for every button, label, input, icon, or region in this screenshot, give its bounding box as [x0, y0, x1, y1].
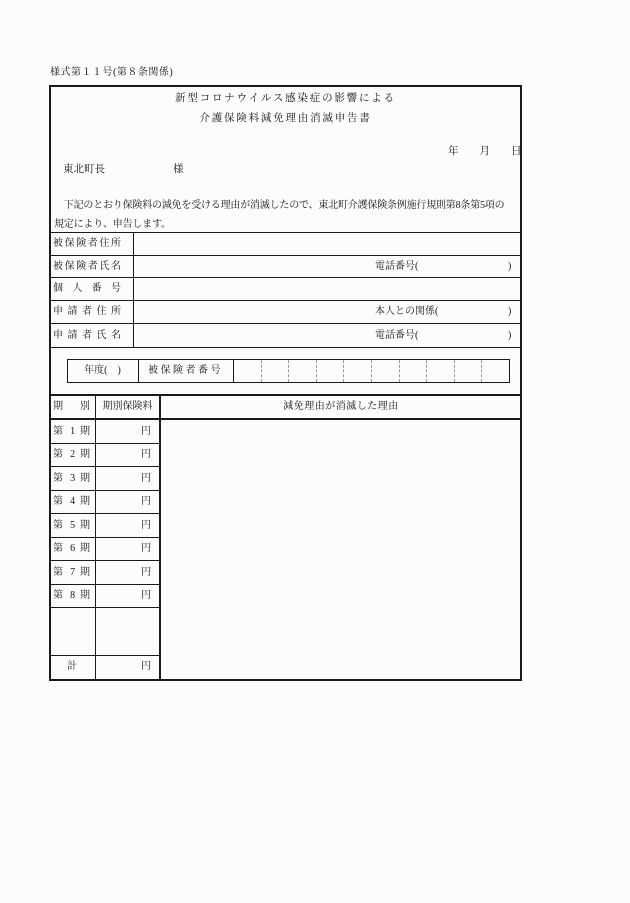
- label-insured-address: 被保険者住所: [53, 238, 121, 249]
- number-cell: [482, 360, 509, 382]
- period-row-line: [49, 607, 160, 608]
- period-4: 第 4 期: [53, 496, 90, 507]
- body-text-line2: 規定により、申告します。: [54, 219, 171, 230]
- period-8: 第 8 期: [53, 590, 90, 601]
- relation-label: 本人との関係(: [375, 306, 439, 317]
- unit-yen: 円: [141, 520, 151, 531]
- info-table-line: [49, 347, 522, 348]
- unit-yen: 円: [141, 449, 151, 460]
- total-label: 計: [67, 661, 77, 672]
- number-cell: [427, 360, 455, 382]
- period-2: 第 2 期: [53, 449, 90, 460]
- label-personal-number: 個人番号: [53, 283, 121, 294]
- date-line: 年 月 日: [448, 146, 522, 157]
- number-cell: [455, 360, 483, 382]
- header-period-premium: 期別保険料: [102, 401, 153, 412]
- form-title-line1: 新型コロナウイルス感染症の影響による: [175, 93, 396, 104]
- period-1: 第 1 期: [53, 426, 90, 437]
- label-insured-name: 被保険者氏名: [53, 261, 121, 272]
- unit-yen: 円: [141, 567, 151, 578]
- unit-yen: 円: [141, 543, 151, 554]
- addressee: 東北町長: [63, 164, 105, 175]
- insured-number-label: 被保険者番号: [148, 365, 223, 376]
- unit-yen: 円: [141, 496, 151, 507]
- number-cell: [289, 360, 317, 382]
- unit-yen: 円: [141, 590, 151, 601]
- info-label-divider: [133, 232, 134, 347]
- number-cell: [262, 360, 290, 382]
- unit-yen: 円: [141, 426, 151, 437]
- period-7: 第 7 期: [53, 567, 90, 578]
- period-3: 第 3 期: [53, 473, 90, 484]
- header-period: 期 別: [53, 401, 90, 412]
- phone-number-close-paren: ): [508, 261, 512, 272]
- period-6: 第 6 期: [53, 543, 90, 554]
- number-cell: [372, 360, 400, 382]
- relation-close-paren: ): [508, 306, 512, 317]
- label-applicant-address: 申請者住所: [53, 306, 121, 317]
- phone-number-label: 電話番号(: [375, 261, 419, 272]
- label-applicant-name: 申請者氏名: [53, 330, 121, 341]
- unit-yen: 円: [141, 473, 151, 484]
- phone-number-label: 電話番号(: [375, 330, 419, 341]
- form-title-line2: 介護保険料減免理由消滅申告書: [199, 113, 372, 124]
- addressee-honorific: 様: [173, 164, 184, 175]
- fiscal-year-label: 年度( ): [84, 365, 121, 376]
- period-5: 第 5 期: [53, 520, 90, 531]
- number-cell: [317, 360, 345, 382]
- body-text-line1: 下記のとおり保険料の減免を受ける理由が消滅したので、東北町介護保険条例施行規則第8条第5項の: [54, 200, 505, 211]
- phone-number-close-paren: ): [508, 330, 512, 341]
- insured-number-cells: [234, 360, 509, 382]
- number-cell: [234, 360, 262, 382]
- header-reason: 減免理由が消滅した理由: [283, 401, 399, 412]
- number-cell: [400, 360, 428, 382]
- number-cell: [344, 360, 372, 382]
- form-number: 様式第１１号(第８条関係): [50, 67, 174, 78]
- total-unit-yen: 円: [141, 661, 151, 672]
